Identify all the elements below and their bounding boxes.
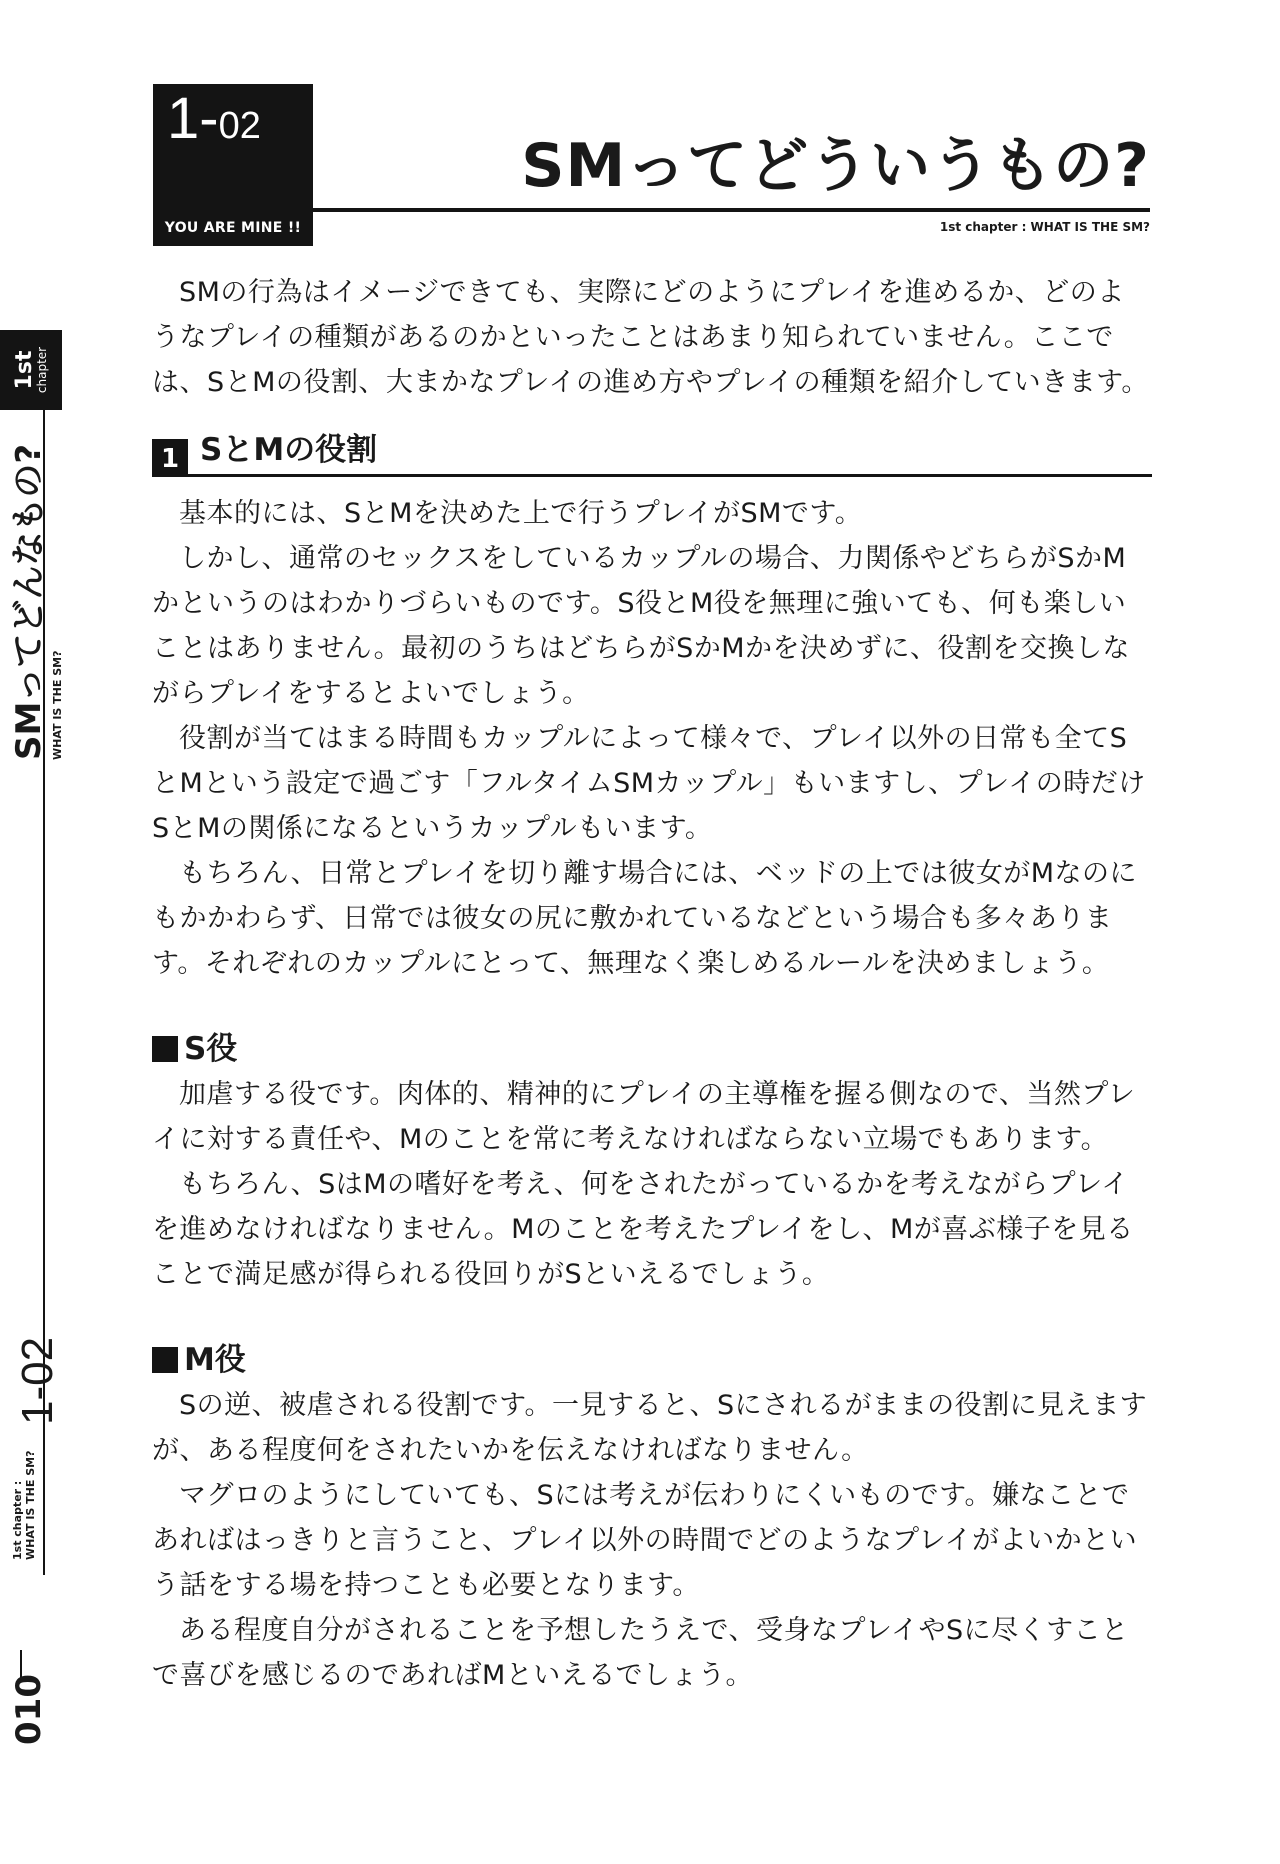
section-heading-rule [152,474,1152,477]
m-role-title: M役 [184,1341,246,1378]
m-role-paragraph: ある程度自分がされることを予想したうえで、受身なプレイやSに尽くすことで喜びを感じるのであればMといえるでしょう。 [152,1615,1129,1691]
m-role-paragraph: Sの逆、被虐される役割です。一見すると、Sにされるがままの役割に見えますが、ある程度何をされたいかを伝えなければなりません。 [152,1390,1148,1466]
s-role-paragraph: もちろん、SはMの嗜好を考え、何をされたがっているかを考えながらプレイを進めなければなりません。Mのことを考えたプレイをし、Mが喜ぶ様子を見ることで満足感が得られる役回りがSといえるでしょう。 [152,1169,1134,1290]
section-heading-number: 1 [152,439,188,477]
section-number: 1-02 [167,86,261,151]
m-role-heading [152,1337,1152,1383]
m-role-paragraph: マグロのようにしていても、Sには考えが伝わりにくいものです。嫌なことであればはっきりと言うこと、プレイ以外の時間でどのようなプレイがよいかという話をする場を持つことも必要となります。 [152,1480,1138,1601]
section-heading-title: SとMの役割 [200,432,378,468]
page-subtitle: 1st chapter : WHAT IS THE SM? [939,220,1150,234]
section-heading [152,427,1152,477]
section1-paragraph: 基本的には、SとMを決めた上で行うプレイがSMです。 [179,498,863,529]
section1-paragraph: しかし、通常のセックスをしているカップルの場合、力関係やどちらがSかMかというのはわかりづらいものです。S役とM役を無理に強いても、何も楽しいことはありません。最初のうちはどちらがSかMかを決めずに、役割を交換しながらプレイをするとよいでしょう。 [152,543,1131,709]
section-number-box [153,84,313,246]
chapter-num: 1st [12,350,37,390]
s-role-paragraph: 加虐する役です。肉体的、精神的にプレイの主導権を握る側なので、当然プレイに対する責任や、Mのことを常に考えなければならない立場でもあります。 [152,1079,1136,1155]
s-role-heading [152,1026,1152,1072]
section1-paragraph: もちろん、日常とプレイを切り離す場合には、ベッドの上では彼女がMなのにもかかわらず、日常では彼女の尻に敷かれているなどという場合も多々あります。それぞれのカップルにとって、無理なく楽しめるルールを決めましょう。 [152,858,1137,979]
side-title: SMってどんなもの? [9,443,49,760]
square-bullet-icon [152,1347,178,1373]
side-title-en: WHAT IS THE SM? [51,650,64,760]
chapter-tab [0,330,62,410]
side-chapter-label: 1st chapter : WHAT IS THE SM? [11,1450,37,1560]
section1-paragraph: 役割が当てはまる時間もカップルによって様々で、プレイ以外の日常も全てSとMという設定で過ごす「フルタイムSMカップル」もいますし、プレイの時だけSとMの関係になるというカップルもいます。 [152,723,1146,844]
intro-paragraph: SMの行為はイメージできても、実際にどのようにプレイを進めるか、どのようなプレイの種類があるのかといったことはあまり知られていません。ここでは、SとMの役割、大まかなプレイの進め方やプレイの種類を紹介していきます。 [152,277,1149,398]
square-bullet-icon [152,1036,178,1062]
s-role-title: S役 [184,1030,238,1067]
side-section-number: 1-02 [13,1336,62,1425]
section-caption: YOU ARE MINE !! [164,220,302,236]
page-title: SMってどういうもの? [521,131,1150,201]
page-number: 010 [9,1674,49,1745]
main-content [152,270,1152,1698]
title-rule [313,208,1150,212]
chapter-word: chapter [35,346,49,394]
